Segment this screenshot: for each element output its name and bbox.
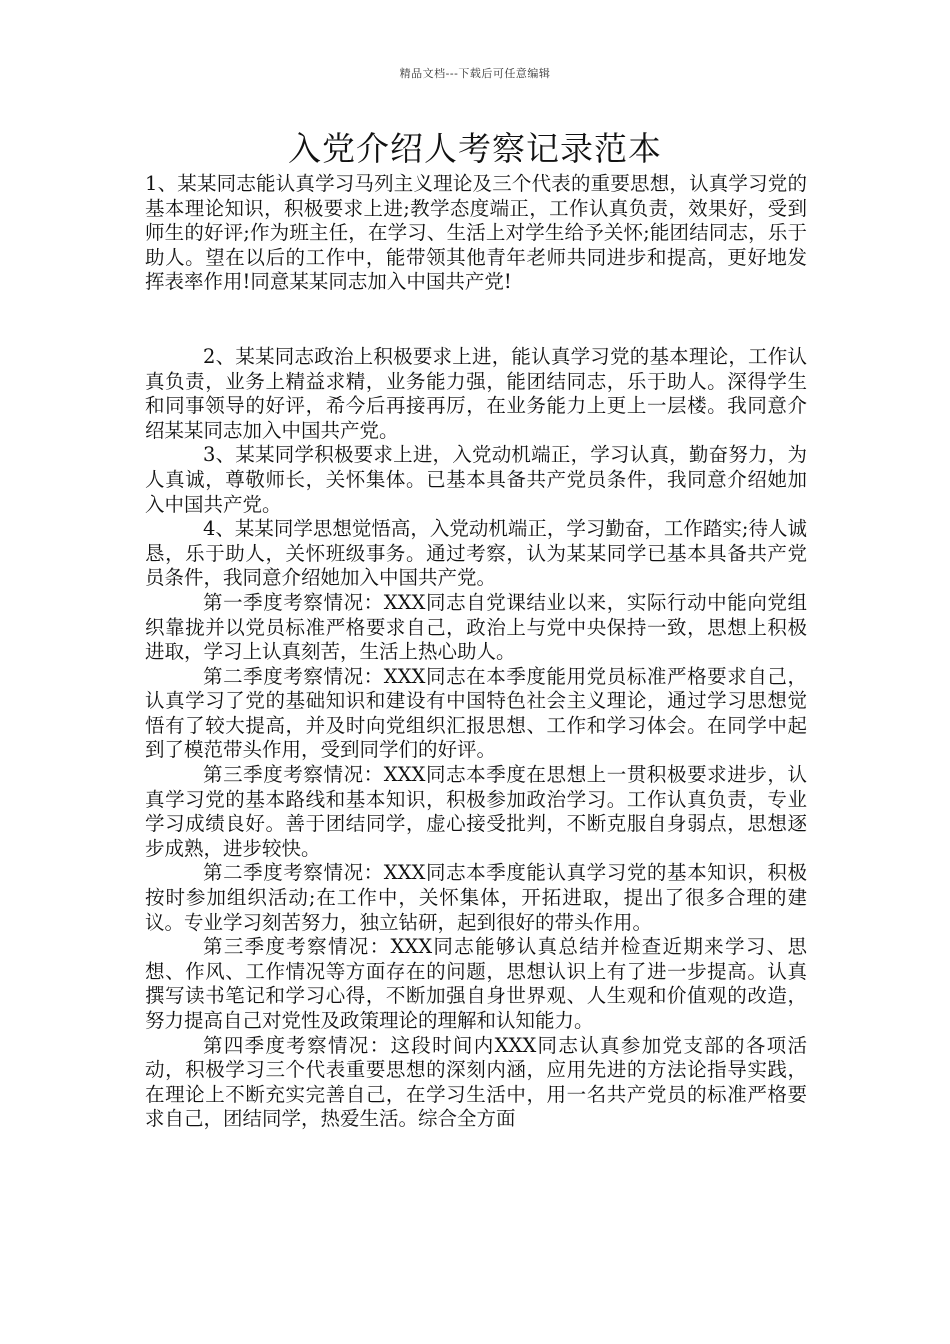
paragraph-q3: 第三季度考察情况：XXX同志本季度在思想上一贯积极要求进步，认真学习党的基本路线和基本知识，积极参加政治学习。工作认真负责，专业学习成绩良好。善于团结同学，虚心接受批判，不断克服自身弱点，思想逐步成熟，进步较快。 <box>145 763 807 860</box>
paragraph-q3-b: 第三季度考察情况：XXX同志能够认真总结并检查近期来学习、思想、作风、工作情况等方面存在的问题，思想认识上有了进一步提高。认真撰写读书笔记和学习心得，不断加强自身世界观、人生观和价值观的改造，努力提高自己对党性及政策理论的理解和认知能力。 <box>145 935 807 1032</box>
header-note: 精品文档---下载后可任意编辑 <box>399 67 551 80</box>
paragraph-q2: 第二季度考察情况：XXX同志在本季度能用党员标准严格要求自己，认真学习了党的基础知识和建设有中国特色社会主义理论，通过学习思想觉悟有了较大提高，并及时向党组织汇报思想、工作和学习体会。在同学中起到了模范带头作用，受到同学们的好评。 <box>145 664 807 762</box>
paragraph-3: 3、某某同学积极要求上进，入党动机端正，学习认真，勤奋努力，为人真诚，尊敬师长，关怀集体。已基本具备共产党员条件，我同意介绍她加入中国共产党。 <box>145 443 807 516</box>
paragraph-q2-b: 第二季度考察情况：XXX同志本季度能认真学习党的基本知识，积极按时参加组织活动;在工作中，关怀集体，开拓进取，提出了很多合理的建议。专业学习刻苦努力，独立钻研，起到很好的带头作用。 <box>145 861 807 934</box>
paragraph-q4: 第四季度考察情况：这段时间内XXX同志认真参加党支部的各项活动，积极学习三个代表重要思想的深刻内涵，应用先进的方法论指导实践，在理论上不断充实完善自己，在学习生活中，用一名共产党员的标准严格要求自己，团结同学，热爱生活。综合全方面 <box>145 1033 807 1131</box>
paragraph-4: 4、某某同学思想觉悟高，入党动机端正，学习勤奋，工作踏实;待人诚恳，乐于助人，关怀班级事务。通过考察，认为某某同学已基本具备共产党员条件，我同意介绍她加入中国共产党。 <box>145 517 807 590</box>
paragraph-2: 2、某某同志政治上积极要求上进，能认真学习党的基本理论，工作认真负责，业务上精益求精，业务能力强，能团结同志，乐于助人。深得学生和同事领导的好评，希今后再接再厉，在业务能力上更上一层楼。我同意介绍某某同志加入中国共产党。 <box>145 344 807 442</box>
paragraph-q1: 第一季度考察情况：XXX同志自党课结业以来，实际行动中能向党组织靠拢并以党员标准严格要求自己，政治上与党中央保持一致，思想上积极进取，学习上认真刻苦，生活上热心助人。 <box>145 590 807 664</box>
document-body <box>145 172 807 1132</box>
paragraph-1: 1、某某同志能认真学习马列主义理论及三个代表的重要思想，认真学习党的基本理论知识，积极要求上进;教学态度端正，工作认真负责，效果好，受到师生的好评;作为班主任，在学习、生活上对学生给予关怀;能团结同志，乐于助人。望在以后的工作中，能带领其他青年老师共同进步和提高，更好地发挥表率作用!同意某某同志加入中国共产党! <box>145 172 807 294</box>
paragraph-spacer <box>145 295 807 345</box>
page-title: 入党介绍人考察记录范本 <box>288 129 662 168</box>
